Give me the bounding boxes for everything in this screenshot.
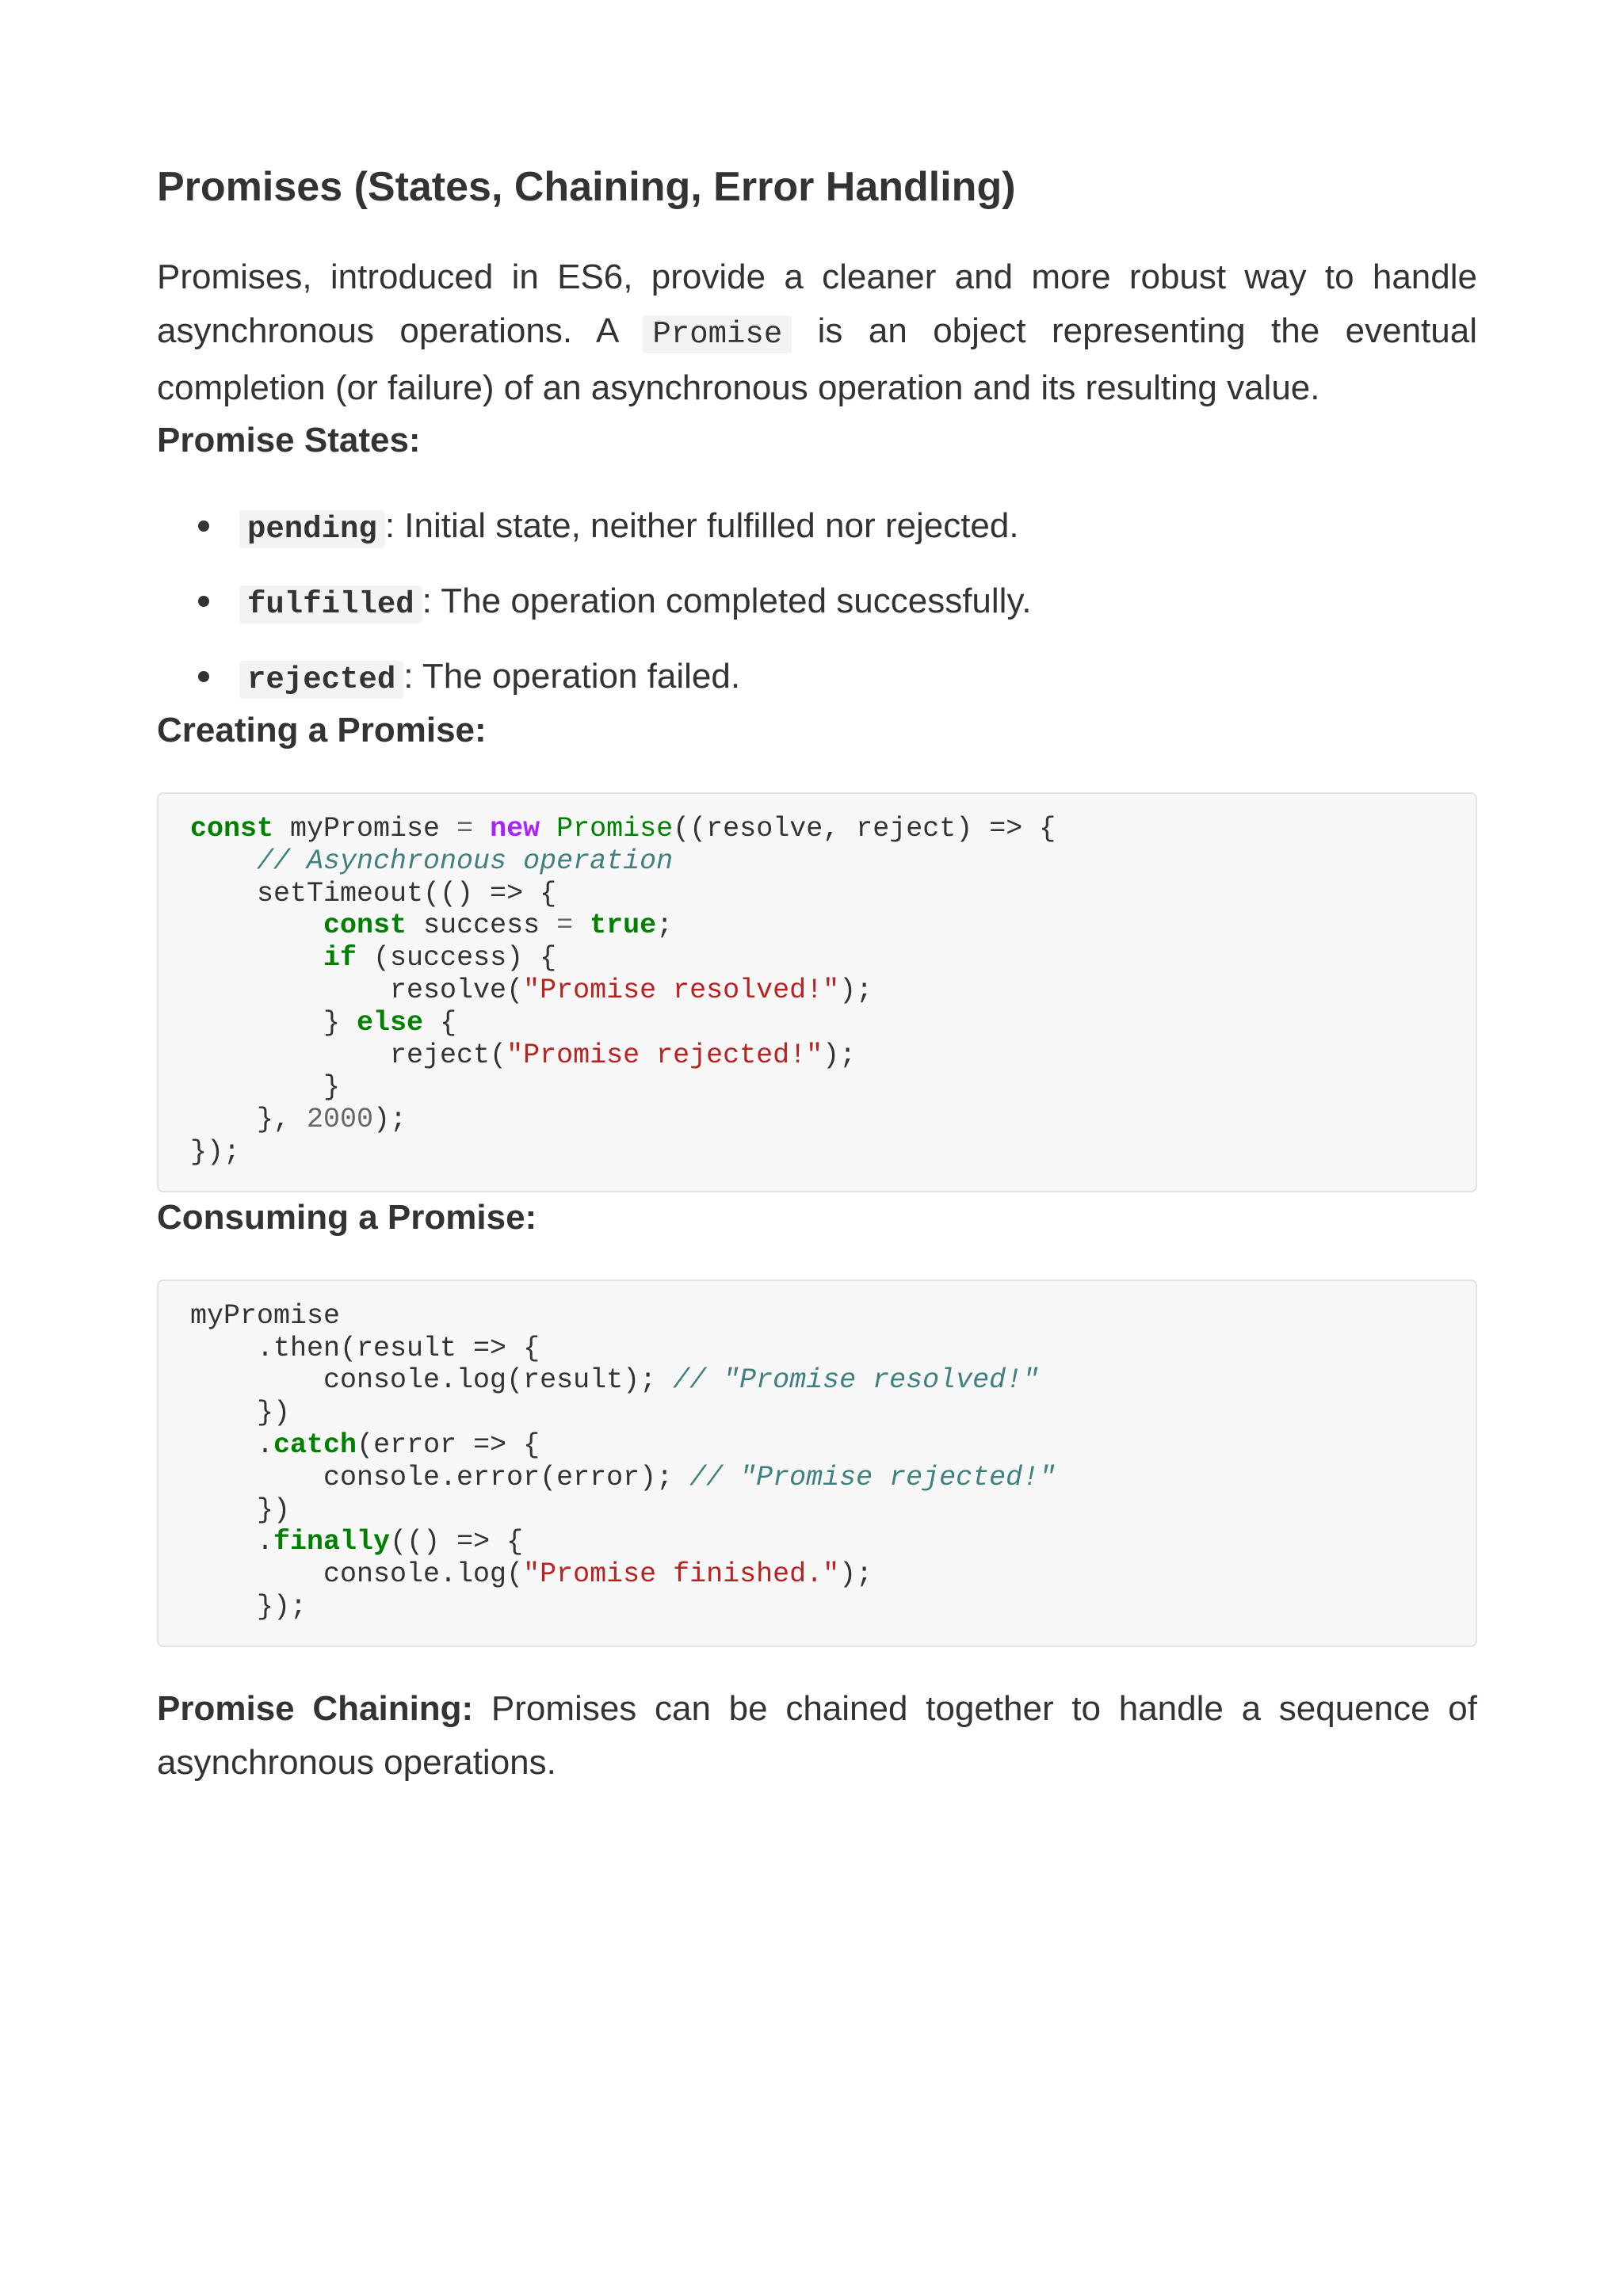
state-description: : Initial state, neither fulfilled nor rejected. xyxy=(384,506,1019,545)
state-name: fulfilled xyxy=(239,585,422,624)
code-token: true xyxy=(590,910,657,942)
code-token: new xyxy=(490,813,540,845)
code-token: console.error(error); xyxy=(190,1461,690,1493)
code-line xyxy=(190,878,556,910)
state-name: rejected xyxy=(239,661,403,699)
code-line xyxy=(190,1333,540,1364)
code-line xyxy=(190,1558,873,1590)
code-block-creating xyxy=(157,792,1477,1192)
page-title: Promises (States, Chaining, Error Handling) xyxy=(157,164,1016,210)
code-token: }) xyxy=(190,1493,291,1526)
code-line xyxy=(190,942,556,974)
code-token: ); xyxy=(823,1039,857,1071)
code-token: } xyxy=(190,1071,341,1104)
code-token: { xyxy=(423,1006,457,1039)
code-token: ); xyxy=(373,1104,407,1136)
intro-text-start: Promises, introduced in ES6, provide a cleaner and more robust way to handle asynchronous operations. A xyxy=(157,257,1477,350)
code-line xyxy=(190,1104,407,1135)
code-line xyxy=(190,845,673,877)
code-block-consuming xyxy=(157,1280,1477,1647)
code-token: .then(result => { xyxy=(190,1332,540,1364)
code-token: "Promise rejected!" xyxy=(506,1039,823,1071)
code-token: success xyxy=(407,910,557,942)
code-line xyxy=(190,974,873,1006)
list-item xyxy=(157,501,1477,555)
code-token: const xyxy=(323,910,407,942)
chaining-label: Promise Chaining: xyxy=(157,1688,474,1728)
code-line xyxy=(190,1364,1039,1396)
code-token xyxy=(473,813,490,845)
code-token: setTimeout(() => { xyxy=(190,877,557,910)
code-line xyxy=(190,1591,307,1623)
code-token: reject( xyxy=(190,1039,507,1071)
states-list xyxy=(157,501,1477,705)
list-item xyxy=(157,651,1477,705)
code-token: 2000 xyxy=(307,1104,374,1136)
code-token: myPromise xyxy=(190,1299,341,1332)
bullet-icon xyxy=(198,596,209,607)
intro-paragraph xyxy=(157,250,1477,415)
code-token: . xyxy=(190,1526,274,1558)
code-token: // "Promise rejected!" xyxy=(689,1461,1056,1493)
code-token: finally xyxy=(273,1526,391,1558)
code-token: catch xyxy=(273,1428,357,1461)
code-token: ); xyxy=(839,1558,873,1591)
chaining-text: Promises can be chained together to handle a sequence of asynchronous operations. xyxy=(157,1688,1478,1782)
code-line xyxy=(190,1300,340,1332)
code-token: "Promise resolved!" xyxy=(523,974,840,1006)
chaining-paragraph xyxy=(157,1682,1477,1790)
consuming-heading: Consuming a Promise: xyxy=(157,1197,537,1237)
code-token: }) xyxy=(190,1397,291,1429)
inline-code-promise: Promise xyxy=(643,315,792,353)
code-token: // "Promise resolved!" xyxy=(673,1364,1040,1397)
bullet-icon xyxy=(198,671,209,682)
code-token: }); xyxy=(190,1135,241,1168)
code-token: console.log(result); xyxy=(190,1364,674,1397)
code-token: resolve( xyxy=(190,974,524,1006)
code-token: }); xyxy=(190,1590,307,1623)
code-token: ); xyxy=(839,974,873,1006)
state-name: pending xyxy=(239,510,385,548)
code-line xyxy=(190,1429,540,1461)
code-token: // Asynchronous operation xyxy=(257,845,674,877)
code-token xyxy=(573,910,590,941)
code-token: (() => { xyxy=(390,1526,524,1558)
code-line xyxy=(190,1136,240,1168)
code-line xyxy=(190,1071,340,1103)
code-token: console.log( xyxy=(190,1558,524,1591)
states-heading: Promise States: xyxy=(157,421,421,460)
code-token: (error => { xyxy=(357,1428,540,1461)
code-token: "Promise finished." xyxy=(523,1558,840,1591)
code-token: ((resolve, reject) => { xyxy=(673,813,1056,845)
code-token xyxy=(190,845,257,877)
code-line xyxy=(190,1526,523,1558)
intro-text-end: is an object representing the eventual completion (or failure) of an asynchronous operation and its resulting value. xyxy=(157,311,1477,407)
code-line xyxy=(190,1007,456,1039)
code-token: ; xyxy=(656,910,674,942)
code-token: = xyxy=(556,910,574,942)
list-item xyxy=(157,576,1477,630)
code-token: if xyxy=(323,942,357,974)
code-line xyxy=(190,910,673,941)
code-line xyxy=(190,1397,290,1428)
code-token: (success) { xyxy=(357,942,557,974)
document-page xyxy=(157,158,1477,1790)
code-token: myPromise xyxy=(273,813,457,845)
code-token: } xyxy=(190,1006,357,1039)
code-line xyxy=(190,1462,1056,1493)
code-token xyxy=(540,813,556,845)
code-line xyxy=(190,813,1056,845)
state-description: : The operation completed successfully. xyxy=(422,582,1032,620)
code-token xyxy=(190,910,323,941)
code-token: }, xyxy=(190,1104,307,1136)
code-token xyxy=(190,942,323,974)
code-token: . xyxy=(190,1428,274,1461)
code-line xyxy=(190,1494,290,1526)
code-token: = xyxy=(456,813,474,845)
code-line xyxy=(190,1039,856,1071)
creating-heading: Creating a Promise: xyxy=(157,711,487,749)
code-token: const xyxy=(190,813,274,845)
code-token: Promise xyxy=(556,813,674,845)
code-token: else xyxy=(357,1006,424,1039)
state-description: : The operation failed. xyxy=(403,657,741,696)
bullet-icon xyxy=(198,521,209,532)
